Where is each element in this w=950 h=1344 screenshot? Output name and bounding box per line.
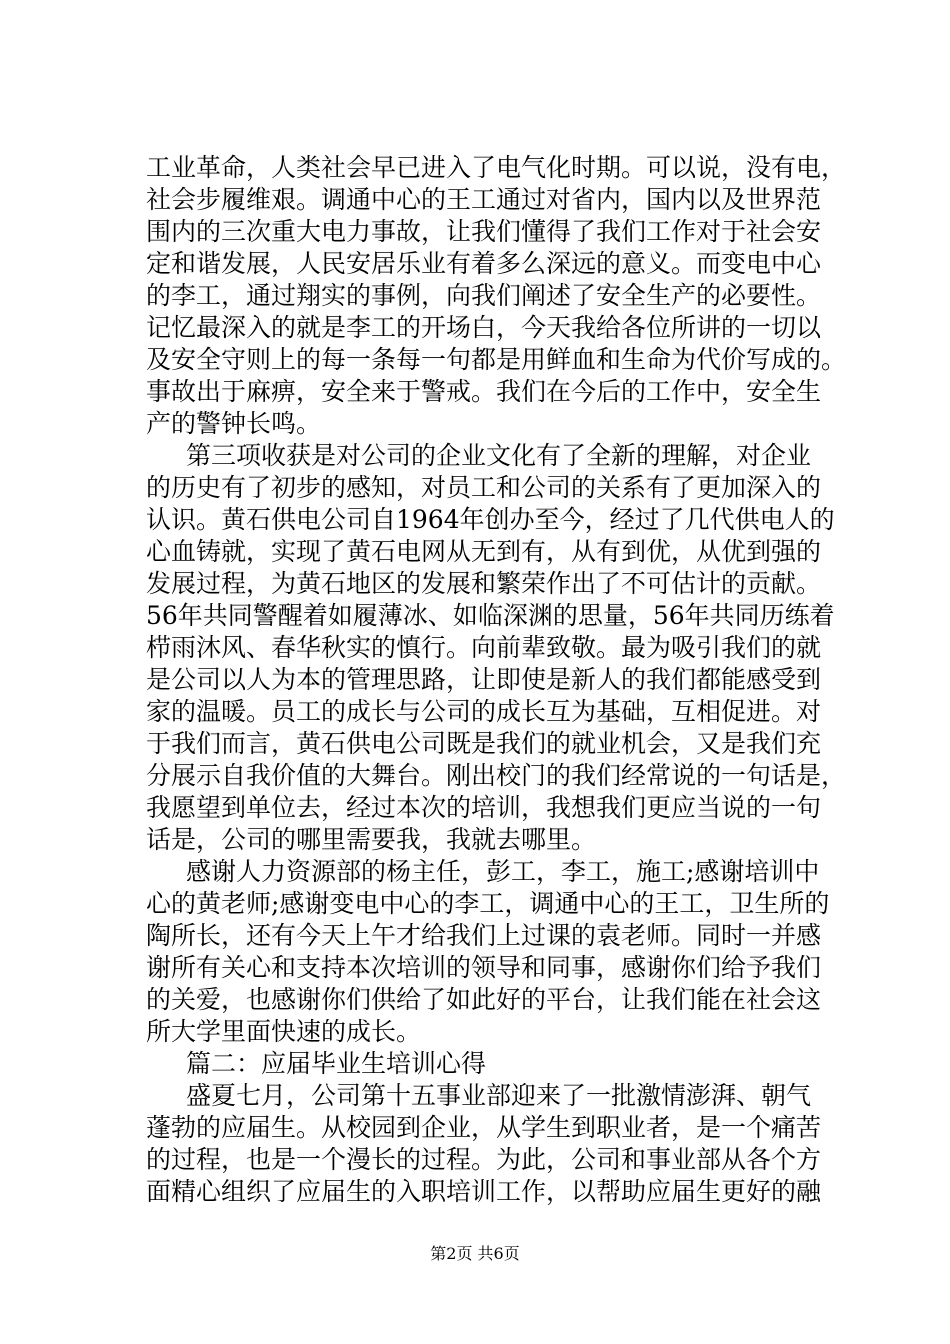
text-line: 栉雨沐风、春华秋实的慎行。向前辈致敬。最为吸引我们的就 [146, 633, 822, 662]
text-line: 的过程，也是一个漫长的过程。为此，公司和事业部从各个方 [146, 1145, 822, 1174]
text-line: 的历史有了初步的感知，对员工和公司的关系有了更加深入的 [146, 473, 822, 502]
text-line: 篇二：应届毕业生培训心得 [186, 1049, 487, 1078]
text-line: 围内的三次重大电力事故，让我们懂得了我们工作对于社会安 [146, 217, 822, 246]
page-number-label: 第2页 共6页 [430, 1244, 520, 1263]
text-line: 及安全守则上的每一条每一句都是用鲜血和生命为代价写成的。 [146, 345, 847, 374]
text-line: 定和谐发展，人民安居乐业有着多么深远的意义。而变电中心 [146, 249, 822, 278]
text-line: 分展示自我价值的大舞台。刚出校门的我们经常说的一句话是， [146, 761, 847, 790]
text-line: 我愿望到单位去，经过本次的培训，我想我们更应当说的一句 [146, 793, 822, 822]
text-line: 产的警钟长鸣。 [146, 409, 322, 438]
text-line: 的李工，通过翔实的事例，向我们阐述了安全生产的必要性。 [146, 281, 822, 310]
text-line: 事故出于麻痹，安全来于警戒。我们在今后的工作中，安全生 [146, 377, 822, 406]
text-line: 陶所长，还有今天上午才给我们上过课的袁老师。同时一并感 [146, 921, 822, 950]
text-line: 工业革命，人类社会早已进入了电气化时期。可以说，没有电， [146, 153, 847, 182]
text-line: 心血铸就，实现了黄石电网从无到有，从有到优，从优到强的 [146, 537, 822, 566]
text-line: 社会步履维艰。调通中心的王工通过对省内，国内以及世界范 [146, 185, 822, 214]
text-line: 于我们而言，黄石供电公司既是我们的就业机会，又是我们充 [146, 729, 822, 758]
text-line: 面精心组织了应届生的入职培训工作，以帮助应届生更好的融 [146, 1177, 822, 1206]
text-line: 发展过程，为黄石地区的发展和繁荣作出了不可估计的贡献。 [146, 569, 822, 598]
text-line: 家的温暖。员工的成长与公司的成长互为基础，互相促进。对 [146, 697, 822, 726]
text-line: 的关爱，也感谢你们供给了如此好的平台，让我们能在社会这 [146, 985, 822, 1014]
text-line: 记忆最深入的就是李工的开场白，今天我给各位所讲的一切以 [146, 313, 822, 342]
text-line: 盛夏七月，公司第十五事业部迎来了一批激情澎湃、朝气 [186, 1081, 812, 1110]
page-footer [0, 1244, 950, 1264]
text-line: 56年共同警醒着如履薄冰、如临深渊的思量，56年共同历练着 [146, 601, 835, 630]
text-line: 是公司以人为本的管理思路，让即使是新人的我们都能感受到 [146, 665, 822, 694]
document-body [146, 152, 846, 1208]
text-line: 所大学里面快速的成长。 [146, 1017, 422, 1046]
text-line: 认识。黄石供电公司自1964年创办至今，经过了几代供电人的 [146, 505, 835, 534]
text-line: 第三项收获是对公司的企业文化有了全新的理解，对企业 [186, 441, 812, 470]
text-line: 话是，公司的哪里需要我，我就去哪里。 [146, 825, 597, 854]
text-line: 心的黄老师;感谢变电中心的李工，调通中心的王工，卫生所的 [146, 889, 830, 918]
text-line: 谢所有关心和支持本次培训的领导和同事，感谢你们给予我们 [146, 953, 822, 982]
text-line: 感谢人力资源部的杨主任，彭工，李工，施工;感谢培训中 [186, 857, 820, 886]
text-line: 蓬勃的应届生。从校园到企业，从学生到职业者，是一个痛苦 [146, 1113, 822, 1142]
